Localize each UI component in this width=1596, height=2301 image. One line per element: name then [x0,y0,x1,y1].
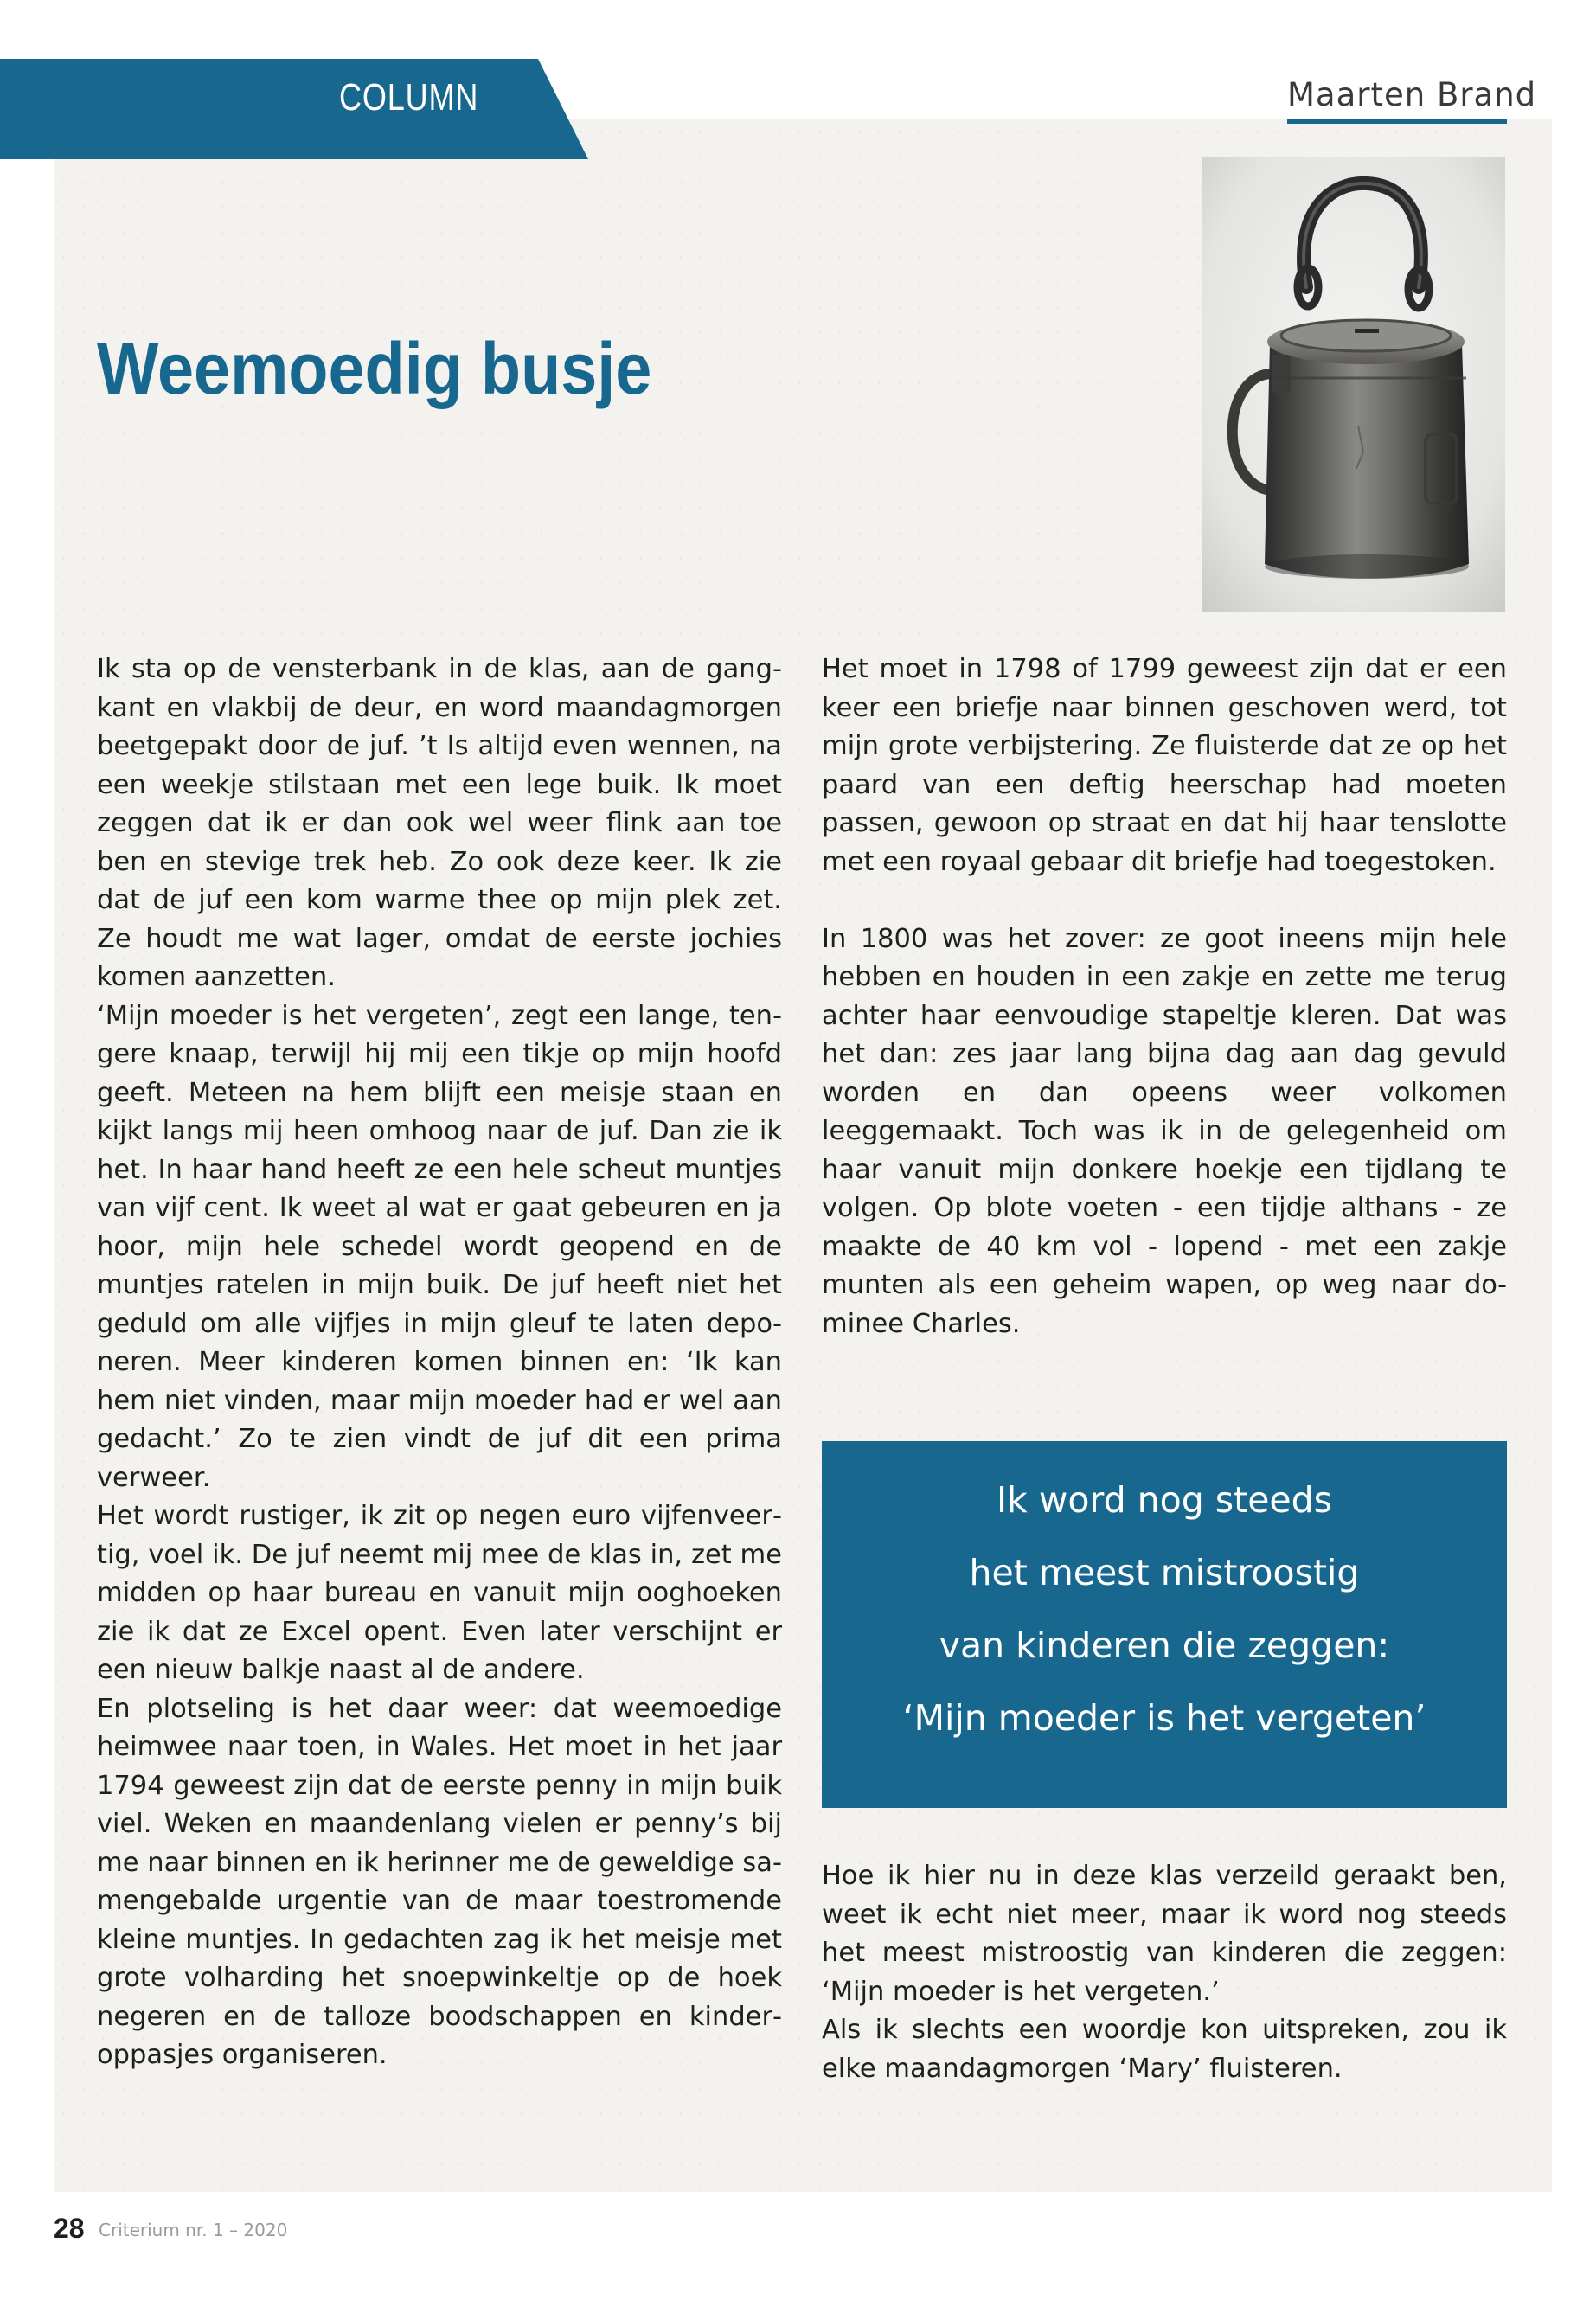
article-title: Weemoedig busje [97,328,652,409]
pull-quote [822,1441,1507,1808]
article-column-right-closing [822,1857,1507,2088]
pull-quote-line: Ik word nog steeds [996,1479,1333,1521]
paragraph: Het wordt rustiger, ik zit op negen euro vijfenveertig, voel ik. De juf neemt mij mee de klas in, zet me midden op haar bureau en vanuit mijn ooghoeken zie ik dat ze Excel opent. Even later verschijnt er een nieuw balkje naast al de andere. [97,1501,782,1685]
page-number: 28 [54,2213,85,2244]
section-label: COLUMN [339,76,479,119]
paragraph: Ik sta op de vensterbank in de klas, aan de gangkant en vlakbij de deur, en word maandagmorgen beetgepakt door de juf. ’t Is altijd even wennen, na een weekje stilstaan met een lege buik. Ik moet zeggen dat ik er dan ook wel weer flink aan toe ben en stevige trek heb. Zo ook deze keer. Ik zie dat de juf een kom warme thee op mijn plek zet. Ze houdt me wat lager, omdat de eerste jochies komen aanzetten. [97,654,782,992]
pull-quote-line: van kinderen die zeggen: [939,1625,1390,1666]
paragraph: En plotseling is het daar weer: dat weemoedige heimwee naar toen, in Wales. Het moet in het jaar 1794 geweest zijn dat de eerste penny in mijn buik viel. Weken en maandenlang vielen er penny’s bij me naar binnen en ik herinner me de geweldige samengebalde urgentie van de maar toestromende kleine muntjes. In gedachten zag ik het meisje met grote volharding het snoepwinkeltje op de hoek negeren en de talloze boodschappen en kinderoppasjes organiseren. [97,1693,782,2070]
money-box-photo [1202,157,1505,612]
paragraph: Als ik slechts een woordje kon uitspreken, zou ik elke maandagmorgen ‘Mary’ fluisteren. [822,2015,1507,2084]
author-name: Maarten Brand [1287,76,1537,113]
article-column-right [822,651,1507,1343]
paragraph: In 1800 was het zover: ze goot ineens mijn hele hebben en houden in een zakje en zette me terug achter haar eenvoudige stapeltje kleren. Dat was het dan: zes jaar lang bijna dag aan dag gevuld worden en dan opeens weer volkomen leeggemaakt. Toch was ik in de gelegenheid om haar vanuit mijn donkere hoekje een tijdlang te volgen. Op blote voeten - een tijdje althans - ze maakte de 40 km vol - lopend - met een zakje munten als een geheim wapen, op weg naar dominee Charles. [822,923,1507,1339]
paragraph: Het moet in 1798 of 1799 geweest zijn dat er een keer een briefje naar binnen geschoven werd, tot mijn grote verbijstering. Ze fluisterde dat ze op het paard van een deftig heerschap had moeten passen, gewoon op straat en dat hij haar tenslotte met een royaal gebaar dit briefje had toegestoken. [822,654,1507,877]
paragraph: ‘Mijn moeder is het vergeten’, zegt een lange, tengere knaap, terwijl hij mij een tikje op mijn hoofd geeft. Meteen na hem blijft een meisje staan en kijkt langs mij heen omhoog naar de juf. Dan zie ik het. In haar hand heeft ze een hele scheut muntjes van vijf cent. Ik weet al wat er gaat gebeuren en ja hoor, mijn hele schedel wordt geopend en de muntjes ratelen in mijn buik. De juf heeft niet het geduld om alle vijfjes in mijn gleuf te laten deponeren. Meer kinderen komen binnen en: ‘Ik kan hem niet vinden, maar mijn moeder had er wel aan gedacht.’ Zo te zien vindt de juf dit een prima verweer. [97,1000,782,1493]
section-banner [0,59,588,159]
pull-quote-line: ‘Mijn moeder is het vergeten’ [902,1697,1426,1739]
issue-label: Criterium nr. 1 – 2020 [99,2220,288,2240]
article-column-left [97,651,782,2075]
paragraph-gap [822,881,1507,920]
paragraph: Hoe ik hier nu in deze klas verzeild geraakt ben, weet ik echt niet meer, maar ik word nog steeds het meest mistroostig van kinderen die zeggen: ‘Mijn moeder is het vergeten.’ [822,1861,1507,2007]
author-underline [1287,119,1507,124]
pull-quote-line: het meest mistroostig [969,1552,1360,1593]
